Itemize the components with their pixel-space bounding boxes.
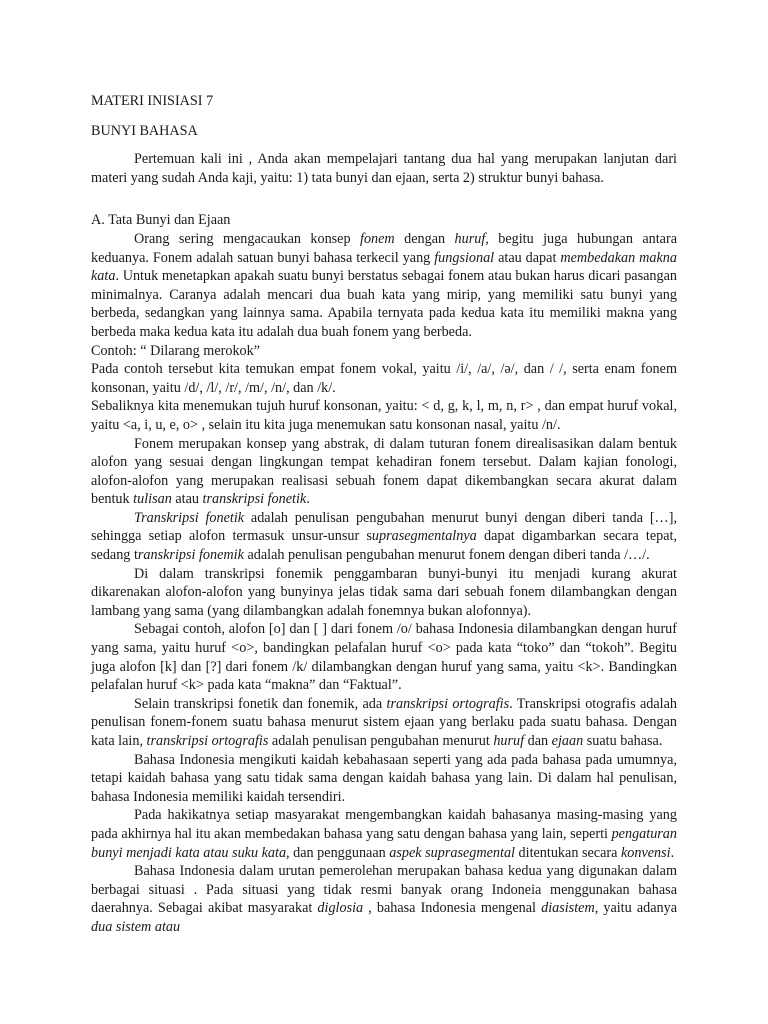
document-title: MATERI INISIASI 7 [91,93,214,109]
document-body [91,92,677,937]
intro-paragraph: Pertemuan kali ini , Anda akan mempelajari tantang dua hal yang merupakan lanjutan dari materi yang sudah Anda kaji, yaitu: 1) tata bunyi dan ejaan, serta 2) struktur bunyi bahasa. [91,151,677,186]
paragraph-fonem-huruf: Orang sering mengacaukan konsep fonem dengan huruf, begitu juga hubungan antara keduanya. Fonem adalah satuan bunyi bahasa terkecil yang fungsional atau dapat membedakan makna kata. Untuk menetapkan apakah suatu bunyi berstatus sebagai fonem atau bukan harus dicari pasangan minimalnya. Caranya adalah mencari dua buah kata yang mirip, yang memiliki satu bunyi yang berbeda, sedangkan yang lainnya sama. Apabila ternyata pada kedua kata itu memiliki makna yang berbeda maka kedua kata itu adalah dua buah fonem yang berbeda. [91,230,677,340]
paragraph-transkripsi-ortografis: Selain transkripsi fonetik dan fonemik, ada transkripsi ortografis. Transkripsi otografis adalah penulisan fonem-fonem suatu bahasa menurut sistem ejaan yang berlaku pada suatu bahasa. Dengan kata lain, transkripsi ortografis adalah penulisan pengubahan menurut huruf dan ejaan suatu bahasa. [91,695,677,749]
paragraph-transkripsi-fonetik: Transkripsi fonetik adalah penulisan pengubahan menurut bunyi dengan diberi tanda […], sehingga setiap alofon termasuk unsur-unsur suprasegmentalnya dapat digambarkan secara tepat, sedang transkripsi fonemik adalah penulisan pengubahan menurut fonem dengan diberi tanda /…/. [91,509,677,564]
paragraph-alofon: Fonem merupakan konsep yang abstrak, di dalam tuturan fonem direalisasikan dalam bentuk alofon yang sesuai dengan lingkungan tempat kehadiran fonem tersebut. Dalam kajian fonologi, alofon-alofon yang merupakan realisasi sebuah fonem dapat dikembangkan secara akurat dalam bentuk tulisan atau transkripsi fonetik. [91,435,677,508]
example-line: Contoh: “ Dilarang merokok” [91,342,261,359]
paragraph-example-vowels: Pada contoh tersebut kita temukan empat fonem vokal, yaitu /i/, /a/, /ə/, dan / /, serta enam fonem konsonan, yaitu /d/, /l/, /r/, /m/, /n/, dan /k/. [91,361,677,396]
paragraph-transkripsi-fonemik: Di dalam transkripsi fonemik penggambaran bunyi-bunyi itu menjadi kurang akurat dikarenakan alofon-alofon yang bunyinya jelas tidak sama dari sebuah fonem dilambangkan dengan lambang yang sama (yang dilambangkan adalah fonemnya bukan alofonnya). [91,565,677,619]
section-heading-a: A. Tata Bunyi dan Ejaan [91,212,231,229]
paragraph-kaidah-bahasa: Bahasa Indonesia mengikuti kaidah kebahasaan seperti yang ada pada bahasa pada umumnya, tetapi kaidah bahasa yang satu tidak sama dengan kaidah bahasa yang lain. Di dalam hal penulisan, bahasa Indonesia memiliki kaidah tersendiri. [91,751,677,805]
paragraph-hakikat: Pada hakikatnya setiap masyarakat mengembangkan kaidah bahasanya masing-masing yang pada akhirnya hal itu akan membedakan bahasa yang satu dengan bahasa yang lain, seperti pengaturan bunyi menjadi kata atau suku kata, dan penggunaan aspek suprasegmental ditentukan secara konvensi. [91,807,677,861]
paragraph-diglosia: Bahasa Indonesia dalam urutan pemerolehan merupakan bahasa kedua yang digunakan dalam berbagai situasi . Pada situasi yang tidak resmi banyak orang Indoneia menggunakan bahasa daerahnya. Sebagai akibat masyarakat diglosia , bahasa Indonesia mengenal diasistem, yaitu adanya dua sistem atau [91,863,677,935]
document-subtitle: BUNYI BAHASA [91,122,198,139]
paragraph-contoh-alofon: Sebagai contoh, alofon [o] dan [ ] dari fonem /o/ bahasa Indonesia dilambangkan dengan huruf yang sama, yaitu huruf <o>, bandingkan pelafalan huruf <o> pada kata “toko” dan “tokoh”. Begitu juga alofon [k] dan [?] dari fonem /k/ dilambangkan dengan huruf yang sama, yaitu <k>. Bandingkan pelafalan huruf <k> pada kata “makna” dan “Faktual”. [91,621,677,694]
paragraph-example-letters: Sebaliknya kita menemukan tujuh huruf konsonan, yaitu: < d, g, k, l, m, n, r> , dan empat huruf vokal, yaitu <a, i, u, e, o> , selain itu kita juga menemukan satu konsonan nasal, yaitu /n/. [91,398,677,433]
